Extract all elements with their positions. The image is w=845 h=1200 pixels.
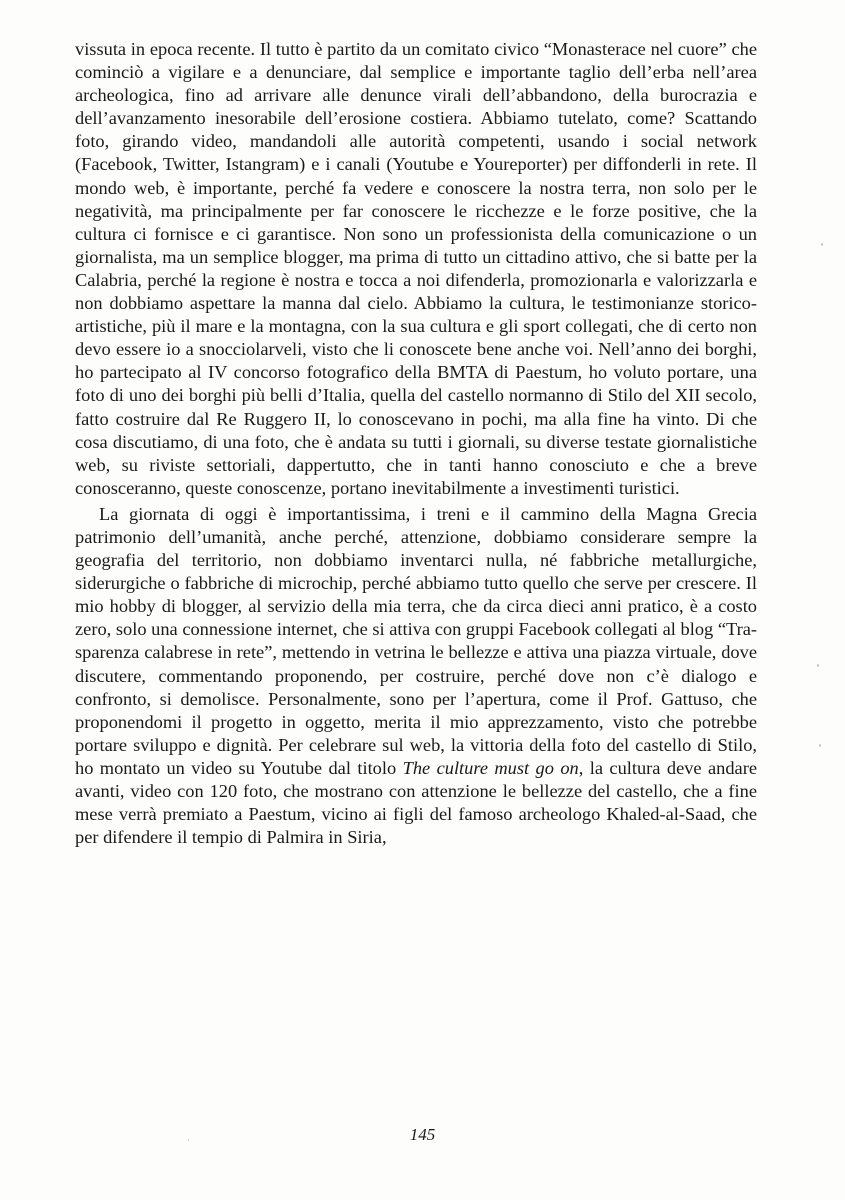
page-number: 145 [409, 1125, 436, 1144]
body-text [75, 38, 757, 849]
scan-speck [817, 664, 819, 667]
scan-speck [821, 243, 823, 246]
paragraph-2-text-end: , la cultura deve andare avanti, video con 120 foto, che mostrano con attenzione le bellezze del castello, che a fine mese verrà premiato a Paestum, vicino ai figli del famoso archeologo Khaled-al-Saad, che per difendere il tempio di Palmira in Siria, [75, 757, 757, 848]
video-title: The culture must go on [402, 757, 579, 778]
scan-speck [819, 744, 821, 747]
scan-speck [188, 1139, 189, 1141]
paragraph-1: vissuta in epoca recente. Il tutto è partito da un comitato civico “Monasterace nel cuore” che cominciò a vigilare e a denunciare, dal semplice e importante taglio dell’erba nell’area archeologica, fino ad arrivare alle denunce virali dell’abbandono, della burocrazia e dell’avanzamento inesorabile dell’erosione costiera. Abbiamo tutelato, come? Scattando foto, girando video, mandandoli alle autorità competenti, usando i social network (Facebook, Twitter, Istangram) e i canali (Youtube e Youreporter) per diffonderli in rete. Il mondo web, è importante, perché fa vedere e conoscere la nostra terra, non solo per le negatività, ma principalmente per far conoscere le ricchezze e le forze positive, che la cultura ci fornisce e ci garantisce. Non sono un professionista della comunicazione o un giornalista, ma un semplice blogger, ma prima di tutto un cittadino attivo, che si batte per la Calabria, perché la regione è nostra e tocca a noi difenderla, promozionarla e valorizzarla e non dobbiamo aspettare la manna dal cielo. Abbiamo la cultura, le testimonianze storico-artistiche, più il mare e la montagna, con la sua cultura e gli sport collegati, che di certo non devo essere io a snocciolarveli, visto che li conoscete bene anche voi. Nell’anno dei borghi, ho partecipato al IV concorso fotografico della BMTA di Paestum, ho voluto portare, una foto di uno dei borghi più belli d’Italia, quella del castello normanno di Stilo del XII secolo, fatto costruire dal Re Ruggero II, lo conoscevano in pochi, ma alla fine ha vinto. Di che cosa discutiamo, di una foto, che è andata su tutti i giornali, su diverse testate giornalistiche web, su riviste settoriali, dappertutto, che in tanti hanno conosciuto e che a breve conosceranno, queste conoscenze, portano inevitabilmente a investimenti turistici. [75, 39, 757, 498]
paragraph-2 [75, 503, 757, 849]
paragraph-2-text-start: La giornata di oggi è importantissima, i treni e il cammino della Magna Grecia patrimonio dell’umanità, anche perché, attenzione, dobbiamo considerare sempre la geografia del territorio, non dobbiamo inventarci nulla, né fabbriche metallurgiche, siderurgiche o fabbriche di microchip, perché abbiamo tutto quello che serve per crescere. Il mio hobby di blogger, al servizio della mia terra, che da circa dieci anni pratico, è a costo zero, solo una connessione internet, che si attiva con gruppi Facebook collegati al blog “Trasparenza calabrese in rete”, mettendo in vetrina le bellezze e attiva una piazza virtuale, dove discutere, commentando proponendo, per costruire, perché dove non c’è dialogo e confronto, si demolisce. Personalmente, sono per l’apertura, come il Prof. Gattuso, che proponendomi il progetto in oggetto, merita il mio apprezzamento, visto che potrebbe portare sviluppo e dignità. Per celebrare sul web, la vittoria della foto del castello di Stilo, ho montato un video su Youtube dal titolo [75, 503, 757, 778]
